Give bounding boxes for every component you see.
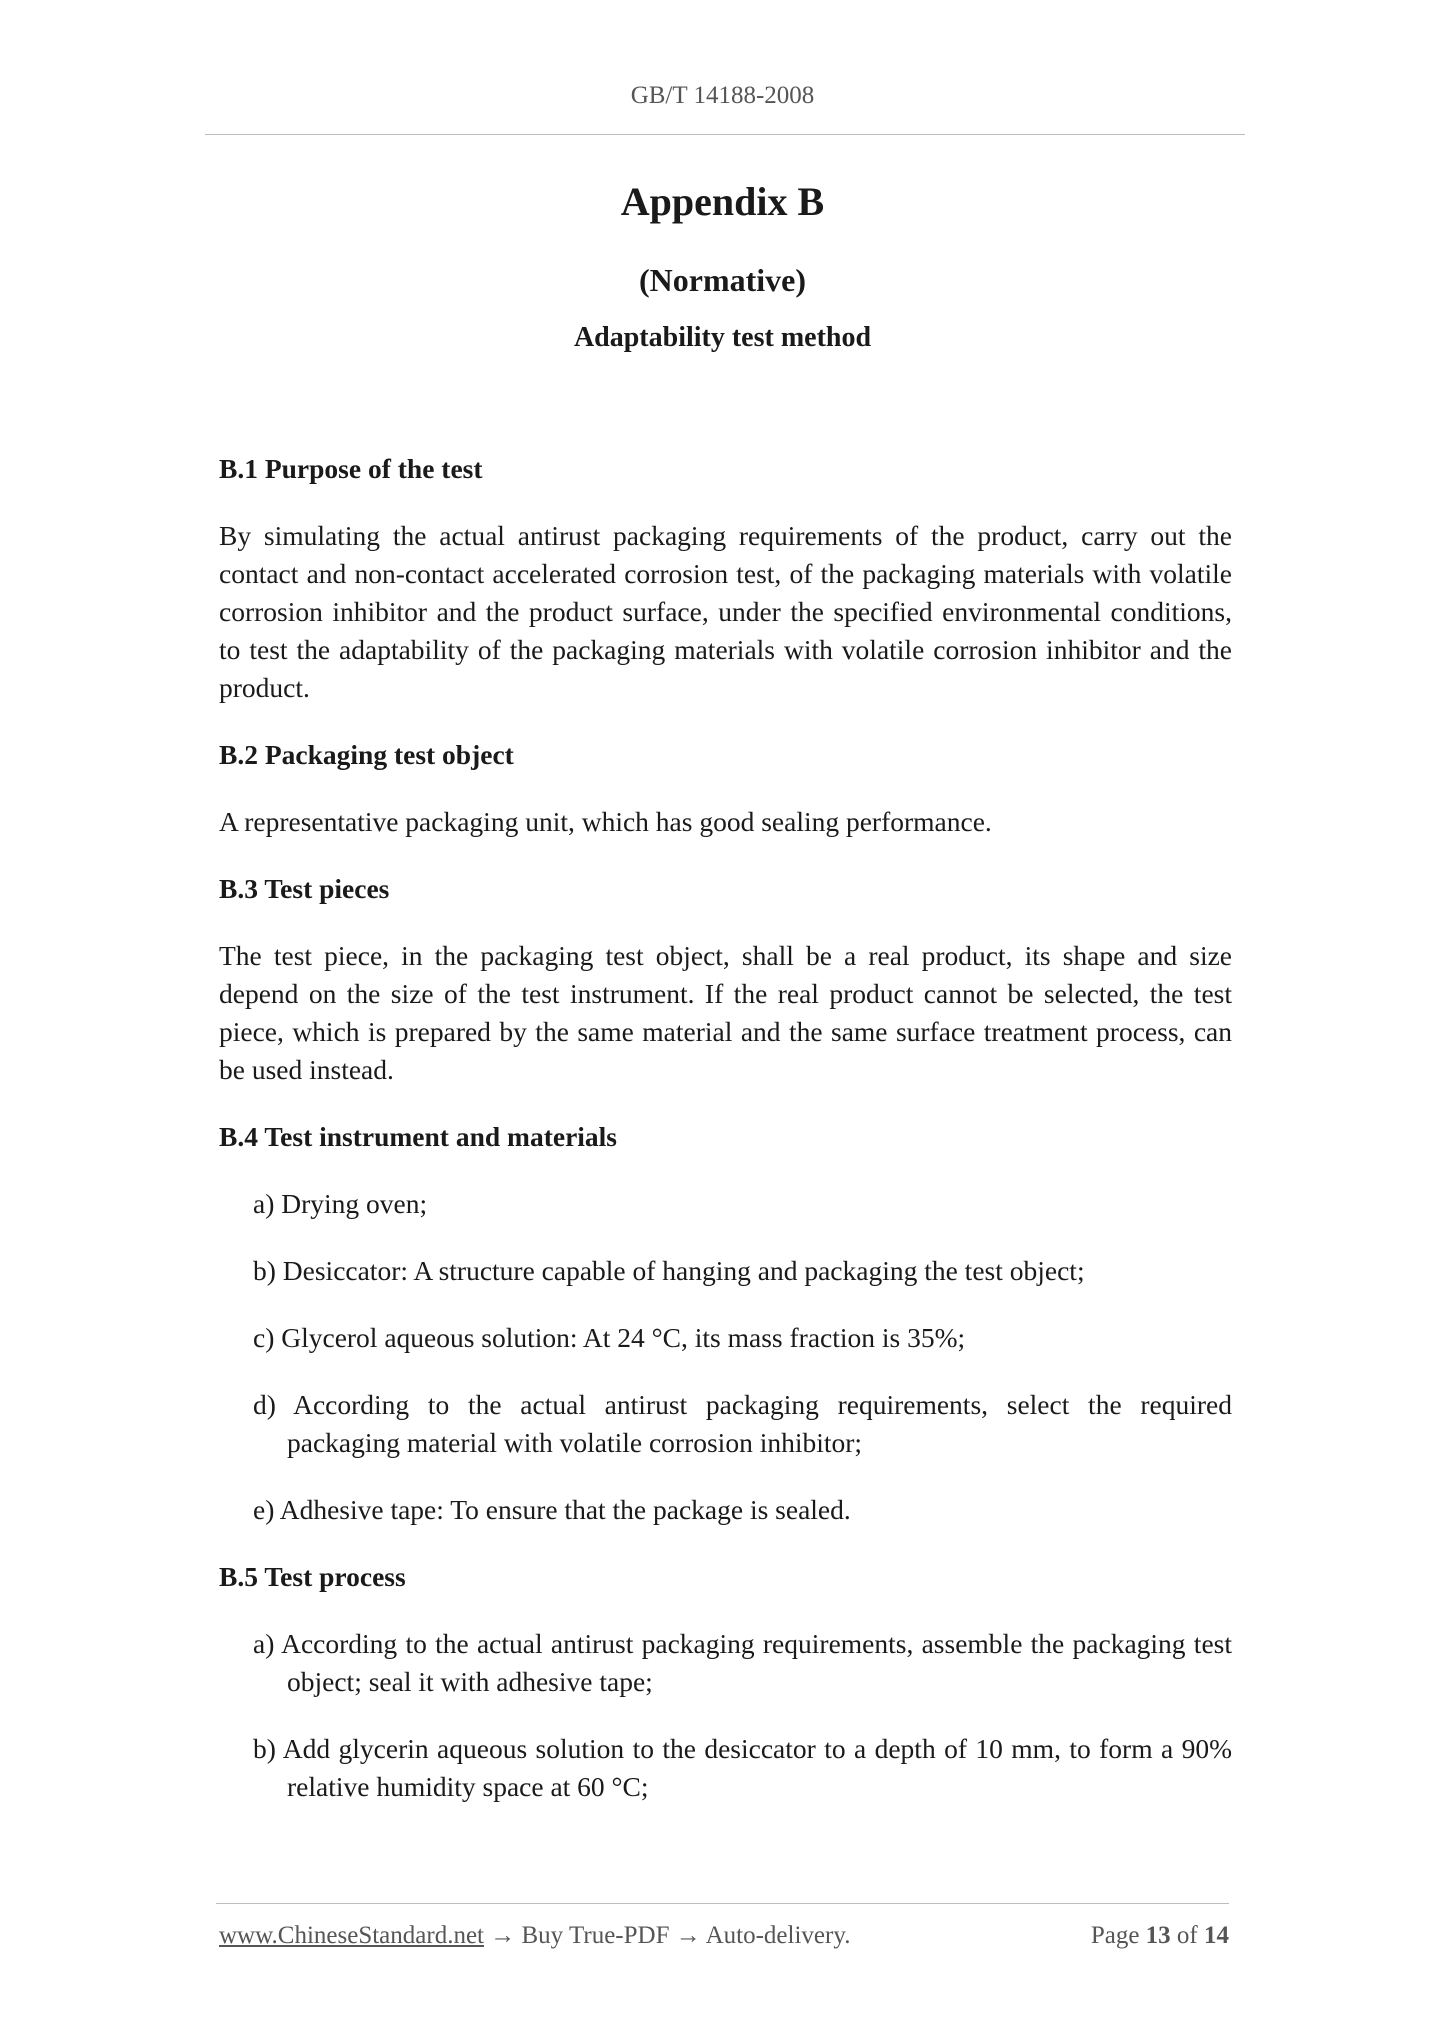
document-body (219, 450, 1232, 1835)
list-item-b5-a: a) According to the actual antirust packaging requirements, assemble the packaging test object; seal it with adhesive tape; (253, 1628, 1232, 1697)
arrow-right-icon: → (490, 1922, 516, 1949)
section-heading-b3: B.3 Test pieces (219, 873, 390, 904)
section-paragraph-b1: By simulating the actual antirust packaging requirements of the product, carry out the contact and non-contact accelerated corrosion test, of the packaging materials with volatile corrosion inhibitor and the product surface, under the specified environmental conditions, to test the adaptability of the packaging materials with volatile corrosion inhibitor and the product. (219, 520, 1232, 703)
page-total: 14 (1204, 1922, 1229, 1949)
footer-promo (219, 1922, 850, 1950)
site-link[interactable]: www.ChineseStandard.net (219, 1922, 484, 1949)
list-item-b5-b: b) Add glycerin aqueous solution to the desiccator to a depth of 10 mm, to form a 90% relative humidity space at 60 °C; (253, 1733, 1232, 1802)
page-of: of (1176, 1922, 1198, 1949)
section-paragraph-b3: The test piece, in the packaging test object, shall be a real product, its shape and size depend on the size of the test instrument. If the real product cannot be selected, the test piece, which is prepared by the same material and the same surface treatment process, can be used instead. (219, 940, 1232, 1085)
list-item-b4-c: c) Glycerol aqueous solution: At 24 °C, its mass fraction is 35%; (253, 1322, 966, 1353)
section-paragraph-b2: A representative packaging unit, which has good sealing performance. (219, 806, 992, 837)
footer-divider (216, 1903, 1229, 1904)
footer-buy-text: Buy True-PDF (521, 1922, 670, 1949)
page-current: 13 (1145, 1922, 1171, 1949)
arrow-right-icon: → (675, 1922, 701, 1949)
list-item-b4-a: a) Drying oven; (253, 1188, 428, 1219)
header-divider (205, 134, 1245, 135)
section-heading-b2: B.2 Packaging test object (219, 739, 514, 770)
page-title: Appendix B (620, 179, 825, 224)
page-number (1091, 1922, 1229, 1950)
list-item-b4-e: e) Adhesive tape: To ensure that the package is sealed. (253, 1494, 851, 1525)
header-doc-number: GB/T 14188-2008 (630, 82, 815, 109)
appendix-type: (Normative) (638, 262, 807, 298)
list-item-b4-b: b) Desiccator: A structure capable of hanging and packaging the test object; (253, 1255, 1085, 1286)
section-heading-b1: B.1 Purpose of the test (219, 453, 483, 484)
section-heading-b4: B.4 Test instrument and materials (219, 1121, 618, 1152)
footer-delivery-text: Auto-delivery. (705, 1922, 851, 1949)
section-heading-b5: B.5 Test process (219, 1561, 406, 1592)
list-item-b4-d: d) According to the actual antirust packaging requirements, select the required packaging material with volatile corrosion inhibitor; (253, 1389, 1232, 1458)
appendix-subtitle: Adaptability test method (573, 322, 872, 353)
page-label: Page (1090, 1922, 1140, 1949)
